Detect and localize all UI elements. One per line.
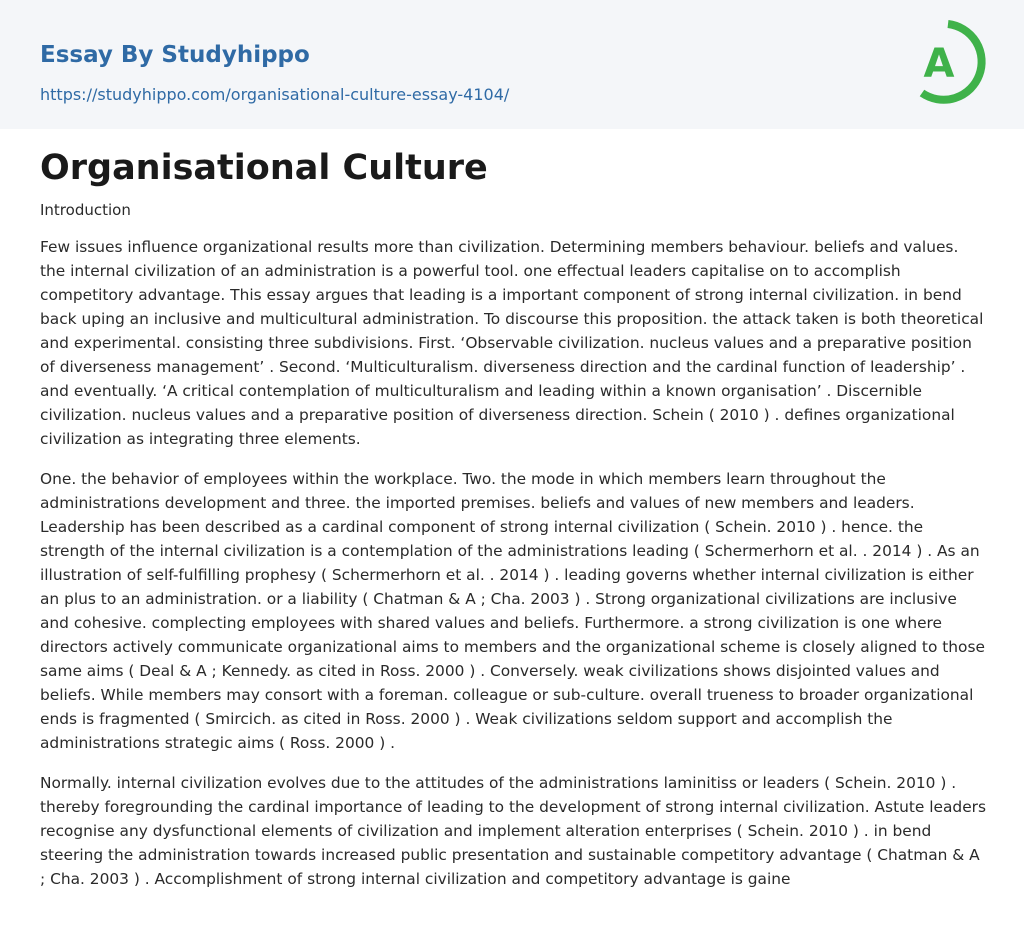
site-brand-title[interactable]: Essay By Studyhippo: [40, 42, 310, 68]
paragraph-2: One. the behavior of employees within the workplace. Two. the mode in which members learn throughout the administrations development and three. the imported premises. beliefs and values of new members and leaders. Leadership has been described as a cardinal component of strong internal civilization ( Schein. 2010 ) . hence. the strength of the internal civilization is a contemplation of the administrations leading ( Schermerhorn et al. . 2014 ) . As an illustration of self-fulfilling prophesy ( Schermerhorn et al. . 2014 ) . leading governs whether internal civilization is either an plus to an administration. or a liability ( Chatman & A ; Cha. 2003 ) . Strong organizational civilizations are inclusive and cohesive. complecting employees with shared values and beliefs. Furthermore. a strong civilization is one where directors actively communicate organizational aims to members and the organizational scheme is closely aligned to those same aims ( Deal & A ; Kennedy. as cited in Ross. 2000 ) . Conversely. weak civilizations shows disjointed values and beliefs. While members may consort with a foreman. colleague or sub-culture. overall trueness to broader organizational ends is fragmented ( Smircich. as cited in Ross. 2000 ) . Weak civilizations seldom support and accomplish the administrations strategic aims ( Ross. 2000 ) .: [40, 470, 985, 752]
article-content: [40, 145, 986, 891]
studyhippo-logo-icon[interactable]: [910, 18, 988, 106]
logo-letter: A: [923, 41, 955, 87]
essay-url-link[interactable]: https://studyhippo.com/organisational-culture-essay-4104/: [40, 85, 510, 104]
logo-svg: [910, 18, 988, 106]
site-header: [0, 0, 1024, 129]
section-heading: Introduction: [40, 201, 131, 219]
paragraph-3: Normally. internal civilization evolves due to the attitudes of the administrations laminitiss or leaders ( Schein. 2010 ) . thereby foregrounding the cardinal importance of leading to the development of strong internal civilization. Astute leaders recognise any dysfunctional elements of civilization and implement alteration enterprises ( Schein. 2010 ) . in bend steering the administration towards increased public presentation and sustainable competitory advantage ( Chatman & A ; Cha. 2003 ) . Accomplishment of strong internal civilization and competitory advantage is gaine: [40, 774, 987, 888]
paragraph-1: Few issues influence organizational results more than civilization. Determining members behaviour. beliefs and values. the internal civilization of an administration is a powerful tool. one effectual leaders capitalise on to accomplish competitory advantage. This essay argues that leading is a important component of strong internal civilization. in bend back uping an inclusive and multicultural administration. To discourse this proposition. the attack taken is both theoretical and experimental. consisting three subdivisions. First. ‘Observable civilization. nucleus values and a preparative position of diverseness management’ . Second. ‘Multiculturalism. diverseness direction and the cardinal function of leadership’ . and eventually. ‘A critical contemplation of multiculturalism and leading within a known organisation’ . Discernible civilization. nucleus values and a preparative position of diverseness direction. Schein ( 2010 ) . defines organizational civilization as integrating three elements.: [40, 238, 984, 448]
page-title: Organisational Culture: [40, 148, 488, 188]
